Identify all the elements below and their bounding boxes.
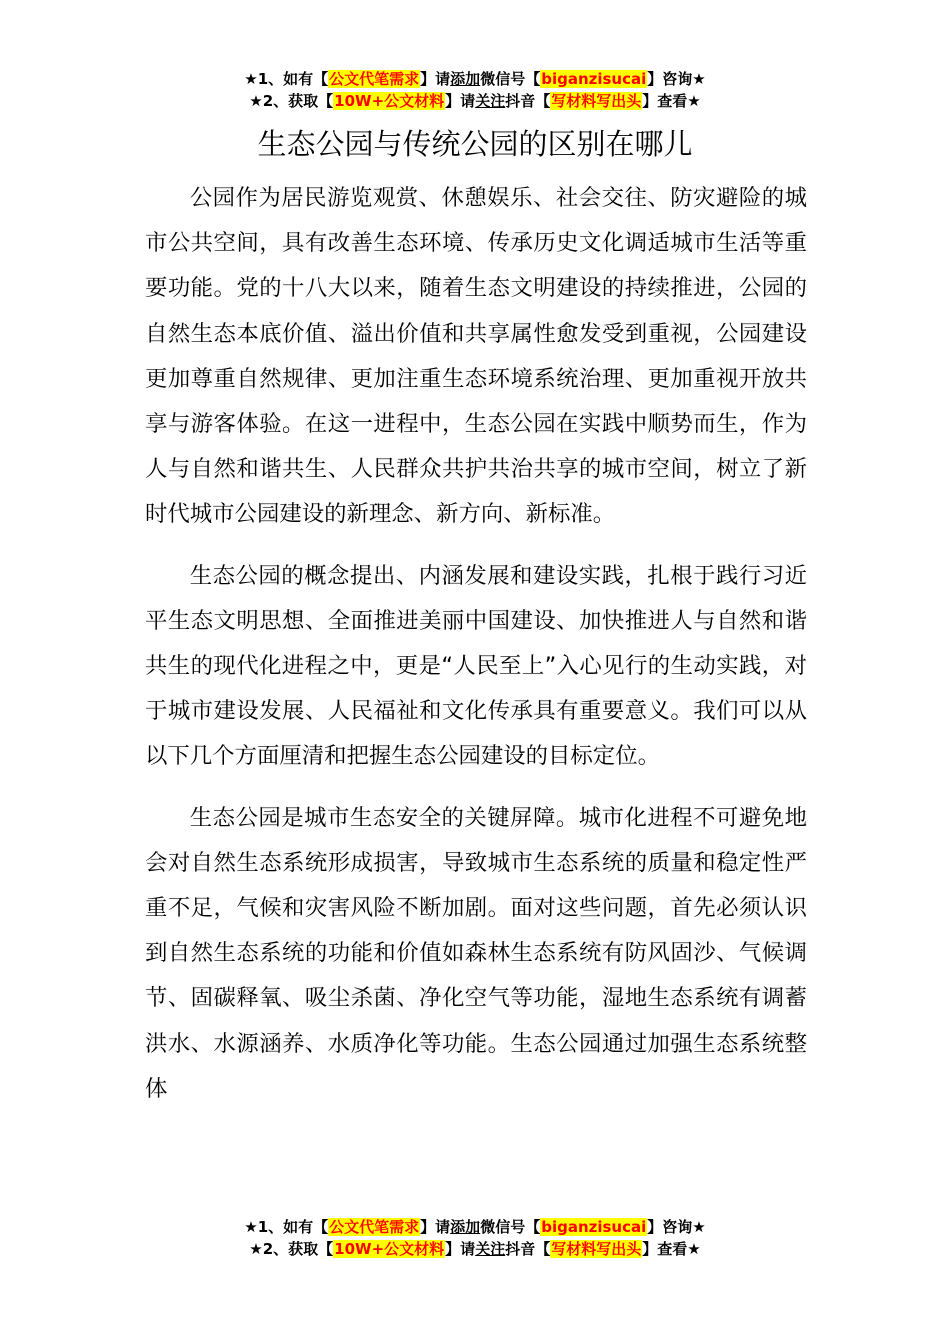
promo-text: 抖音【 (505, 1240, 551, 1258)
promo-underlined-text: 添加 (450, 70, 481, 88)
star-icon: ★ (244, 70, 258, 88)
promo-wechat-id: biganzisucai (541, 1218, 647, 1236)
promo-text: 2、获取【 (262, 92, 334, 110)
promo-text: 抖音【 (505, 92, 551, 110)
promo-text: 】查看 (642, 92, 688, 110)
promo-text: 】请 (445, 1240, 476, 1258)
promo-text: 】咨询 (647, 1218, 693, 1236)
promo-text: 1、如有【 (257, 1218, 329, 1236)
promo-douyin-account: 写材料写出头 (551, 92, 642, 110)
promo-wechat-id: biganzisucai (541, 70, 647, 88)
promo-highlight: 10W+公文材料 (334, 1240, 445, 1258)
promo-text: 1、如有【 (257, 70, 329, 88)
promo-text: 2、获取【 (262, 1240, 334, 1258)
promo-highlight: 公文代笔需求 (329, 70, 420, 88)
promo-underlined-text: 添加 (450, 1218, 481, 1236)
star-icon: ★ (687, 1240, 701, 1258)
promo-text: 】请 (420, 1218, 451, 1236)
promo-line-1 (0, 68, 950, 90)
star-icon: ★ (692, 1218, 706, 1236)
document-body (145, 176, 807, 1112)
header-promo-banner (0, 68, 950, 112)
promo-text: 】请 (420, 70, 451, 88)
star-icon: ★ (249, 1240, 263, 1258)
promo-line-2 (0, 90, 950, 112)
document-title: 生态公园与传统公园的区别在哪儿 (257, 127, 693, 161)
promo-text: 】咨询 (647, 70, 693, 88)
promo-text: 】查看 (642, 1240, 688, 1258)
star-icon: ★ (687, 92, 701, 110)
paragraph: 生态公园是城市生态安全的关键屏障。城市化进程不可避免地会对自然生态系统形成损害，导致城市生态系统的质量和稳定性严重不足，气候和灾害风险不断加剧。面对这些问题，首先必须认识到自然生态系统的功能和价值如森林生态系统有防风固沙、气候调节、固碳释氧、吸尘杀菌、净化空气等功能，湿地生态系统有调蓄洪水、水源涵养、水质净化等功能。生态公园通过加强生态系统整体 (145, 804, 807, 1102)
star-icon: ★ (249, 92, 263, 110)
paragraph: 生态公园的概念提出、内涵发展和建设实践，扎根于践行习近平生态文明思想、全面推进美丽中国建设、加快推进人与自然和谐共生的现代化进程之中，更是“人民至上”入心见行的生动实践，对于城市建设发展、人民福祉和文化传承具有重要意义。我们可以从以下几个方面厘清和把握生态公园建设的目标定位。 (145, 562, 807, 770)
promo-douyin-account: 写材料写出头 (551, 1240, 642, 1258)
promo-underlined-text: 关注 (475, 1240, 506, 1258)
paragraph: 公园作为居民游览观赏、休憩娱乐、社会交往、防灾避险的城市公共空间，具有改善生态环境、传承历史文化调适城市生活等重要功能。党的十八大以来，随着生态文明建设的持续推进，公园的自然生态本底价值、溢出价值和共享属性愈发受到重视，公园建设更加尊重自然规律、更加注重生态环境系统治理、更加重视开放共享与游客体验。在这一进程中，生态公园在实践中顺势而生，作为人与自然和谐共生、人民群众共护共治共享的城市空间，树立了新时代城市公园建设的新理念、新方向、新标准。 (145, 185, 807, 528)
star-icon: ★ (244, 1218, 258, 1236)
promo-text: 】请 (445, 92, 476, 110)
promo-line-2 (0, 1238, 950, 1260)
promo-text: 微信号【 (480, 1218, 541, 1236)
star-icon: ★ (692, 70, 706, 88)
promo-line-1 (0, 1216, 950, 1238)
promo-highlight: 10W+公文材料 (334, 92, 445, 110)
promo-underlined-text: 关注 (475, 92, 506, 110)
footer-promo-banner (0, 1216, 950, 1260)
promo-highlight: 公文代笔需求 (329, 1218, 420, 1236)
promo-text: 微信号【 (480, 70, 541, 88)
